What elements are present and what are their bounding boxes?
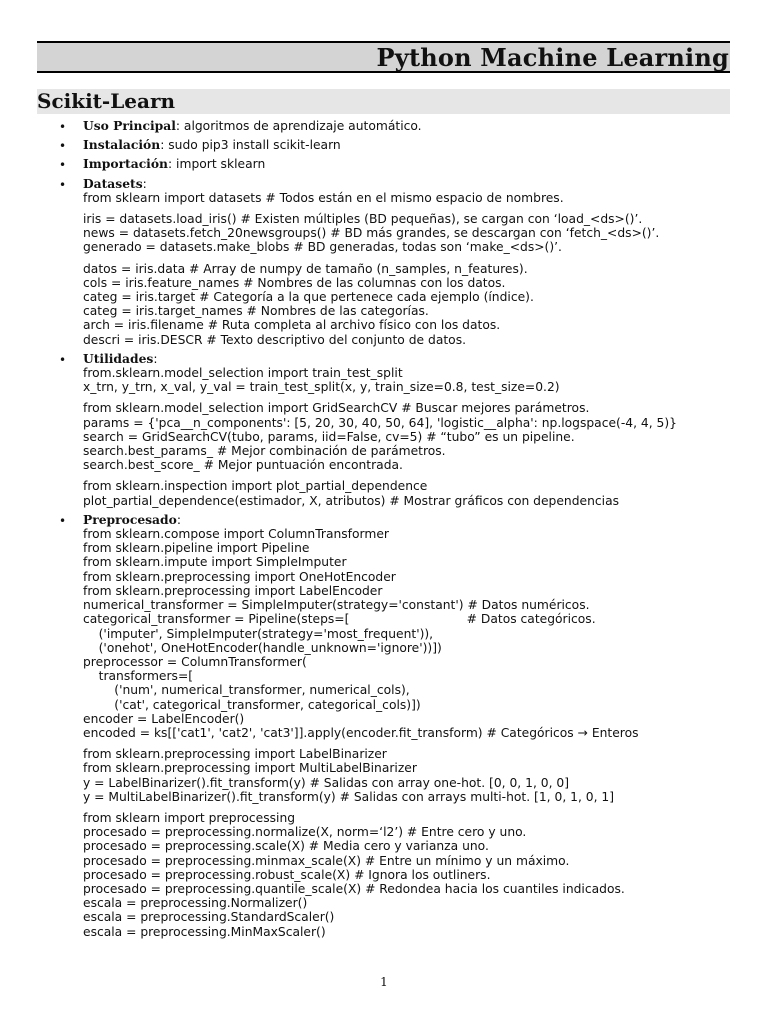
code-line: search.best_score_ # Mejor puntuación encontrada.	[83, 458, 403, 473]
item-term: Uso Principal	[83, 118, 176, 133]
code-line: plot_partial_dependence(estimador, X, atributos) # Mostrar gráficos con dependencias	[83, 493, 620, 508]
code-line: from sklearn import datasets # Todos están en el mismo espacio de nombres.	[83, 190, 564, 205]
code-line: from sklearn.preprocessing import OneHotEncoder	[83, 569, 396, 584]
code-line: from sklearn.preprocessing import MultiLabelBinarizer	[83, 761, 417, 776]
code-line: params = {'pca__n_components': [5, 20, 30, 40, 50, 64], 'logistic__alpha': np.logspace(-4, 4, 5)}	[83, 415, 678, 430]
code-line: preprocessor = ColumnTransformer(	[83, 654, 307, 669]
code-line: descri = iris.DESCR # Texto descriptivo del conjunto de datos.	[83, 332, 467, 347]
code-line: from sklearn.compose import ColumnTransformer	[83, 527, 389, 542]
item-term: Preprocesado	[83, 511, 177, 527]
bullet-list	[0, 119, 768, 944]
code-line: procesado = preprocessing.scale(X) # Media cero y varianza uno.	[83, 839, 489, 854]
code-line: from sklearn.pipeline import Pipeline	[83, 541, 310, 556]
item-text: :	[153, 351, 158, 366]
bullet-icon: •	[59, 513, 67, 528]
bullet-icon: •	[59, 120, 67, 134]
item-text: :	[176, 512, 181, 527]
list-item	[0, 177, 768, 347]
item-text: : algoritmos de aprendizaje automático.	[175, 119, 422, 133]
item-heading	[83, 138, 768, 152]
item-heading	[83, 177, 768, 191]
list-item	[0, 138, 768, 152]
item-text: :	[142, 176, 147, 191]
code-line: y = MultiLabelBinarizer().fit_transform(y) # Salidas con arrays multi-hot. [1, 0, 1, 0, 1]	[83, 789, 615, 804]
item-term: Utilidades	[83, 350, 154, 366]
list-item	[0, 513, 768, 939]
item-heading	[83, 157, 768, 171]
code-line: categ = iris.target # Categoría a la que pertenece cada ejemplo (índice).	[83, 290, 534, 305]
code-line: iris = datasets.load_iris() # Existen múltiples (BD pequeñas), se cargan con ‘load_<ds>()’.	[83, 212, 643, 227]
code-paragraph	[83, 212, 768, 255]
bullet-icon: •	[59, 352, 67, 367]
code-line: from sklearn.preprocessing import LabelEncoder	[83, 583, 383, 598]
item-heading	[83, 119, 768, 133]
code-line: generado = datasets.make_blobs # BD generadas, todas son ‘make_<ds>()’.	[83, 240, 562, 255]
code-line: encoded = ks[['cat1', 'cat2', 'cat3']].apply(encoder.fit_transform) # Categóricos → Enteros	[83, 725, 639, 740]
code-line: procesado = preprocessing.robust_scale(X) # Ignora los outliners.	[83, 867, 491, 882]
code-line: news = datasets.fetch_20newsgroups() # BD más grandes, se descargan con ‘fetch_<ds>()’.	[83, 226, 660, 241]
code-line: ('cat', categorical_transformer, categorical_cols)])	[83, 697, 421, 712]
item-text: : sudo pip3 install scikit-learn	[160, 138, 341, 153]
code-line: procesado = preprocessing.minmax_scale(X) # Entre un mínimo y un máximo.	[83, 853, 570, 868]
code-line: ('imputer', SimpleImputer(strategy='most_frequent')),	[83, 626, 434, 641]
list-item	[0, 352, 768, 508]
code-paragraph	[83, 191, 768, 205]
section-header	[37, 89, 730, 114]
bullet-icon: •	[59, 158, 67, 173]
code-line: escala = preprocessing.MinMaxScaler()	[83, 924, 326, 939]
code-line: x_trn, y_trn, x_val, y_val = train_test_split(x, y, train_size=0.8, test_size=0.2)	[83, 380, 560, 395]
document-header	[37, 41, 730, 73]
code-line: categorical_transformer = Pipeline(steps=[ # Datos categóricos.	[83, 612, 596, 627]
item-heading	[83, 352, 768, 366]
code-paragraph	[83, 401, 768, 472]
code-line: from.sklearn.model_selection import train_test_split	[83, 366, 403, 381]
item-heading	[83, 513, 768, 527]
code-line: search = GridSearchCV(tubo, params, iid=False, cv=5) # “tubo” es un pipeline.	[83, 429, 575, 444]
code-paragraph	[83, 747, 768, 804]
code-line: procesado = preprocessing.quantile_scale(X) # Redondea hacia los cuantiles indicados.	[83, 881, 625, 896]
code-line: cols = iris.feature_names # Nombres de las columnas con los datos.	[83, 275, 506, 290]
code-line: categ = iris.target_names # Nombres de las categorías.	[83, 304, 429, 319]
item-term: Datasets	[83, 175, 143, 191]
code-line: numerical_transformer = SimpleImputer(strategy='constant') # Datos numéricos.	[83, 598, 590, 613]
section-title: Scikit-Learn	[37, 89, 176, 113]
code-line: from sklearn.impute import SimpleImputer	[83, 555, 347, 570]
code-paragraph	[83, 366, 768, 394]
code-line: encoder = LabelEncoder()	[83, 711, 245, 726]
item-term: Importación	[83, 156, 168, 172]
code-line: procesado = preprocessing.normalize(X, norm=‘l2’) # Entre cero y uno.	[83, 825, 527, 840]
code-line: escala = preprocessing.StandardScaler()	[83, 910, 335, 925]
code-paragraph	[83, 479, 768, 507]
code-line: from sklearn import preprocessing	[83, 810, 296, 825]
code-line: datos = iris.data # Array de numpy de tamaño (n_samples, n_features).	[83, 261, 528, 276]
item-text: : import sklearn	[168, 157, 266, 172]
item-term: Instalación	[83, 137, 161, 153]
code-line: y = LabelBinarizer().fit_transform(y) # Salidas con array one-hot. [0, 0, 1, 0, 0]	[83, 775, 570, 790]
page-number: 1	[380, 975, 388, 989]
code-line: ('num', numerical_transformer, numerical_cols),	[83, 683, 410, 698]
code-line: arch = iris.filename # Ruta completa al archivo físico con los datos.	[83, 318, 501, 333]
code-paragraph	[83, 811, 768, 939]
code-paragraph	[83, 527, 768, 740]
code-line: ('onehot', OneHotEncoder(handle_unknown='ignore'))])	[83, 640, 442, 655]
document-title: Python Machine Learning	[376, 43, 729, 72]
code-line: search.best_params_ # Mejor combinación de parámetros.	[83, 444, 446, 459]
code-line: from sklearn.preprocessing import LabelBinarizer	[83, 747, 387, 762]
code-line: escala = preprocessing.Normalizer()	[83, 896, 308, 911]
bullet-icon: •	[59, 139, 67, 154]
code-paragraph	[83, 262, 768, 347]
list-item	[0, 157, 768, 171]
code-line: transformers=[	[83, 669, 194, 684]
list-item	[0, 119, 768, 133]
code-line: from sklearn.model_selection import GridSearchCV # Buscar mejores parámetros.	[83, 401, 590, 416]
code-line: from sklearn.inspection import plot_partial_dependence	[83, 479, 428, 494]
bullet-icon: •	[59, 177, 67, 192]
